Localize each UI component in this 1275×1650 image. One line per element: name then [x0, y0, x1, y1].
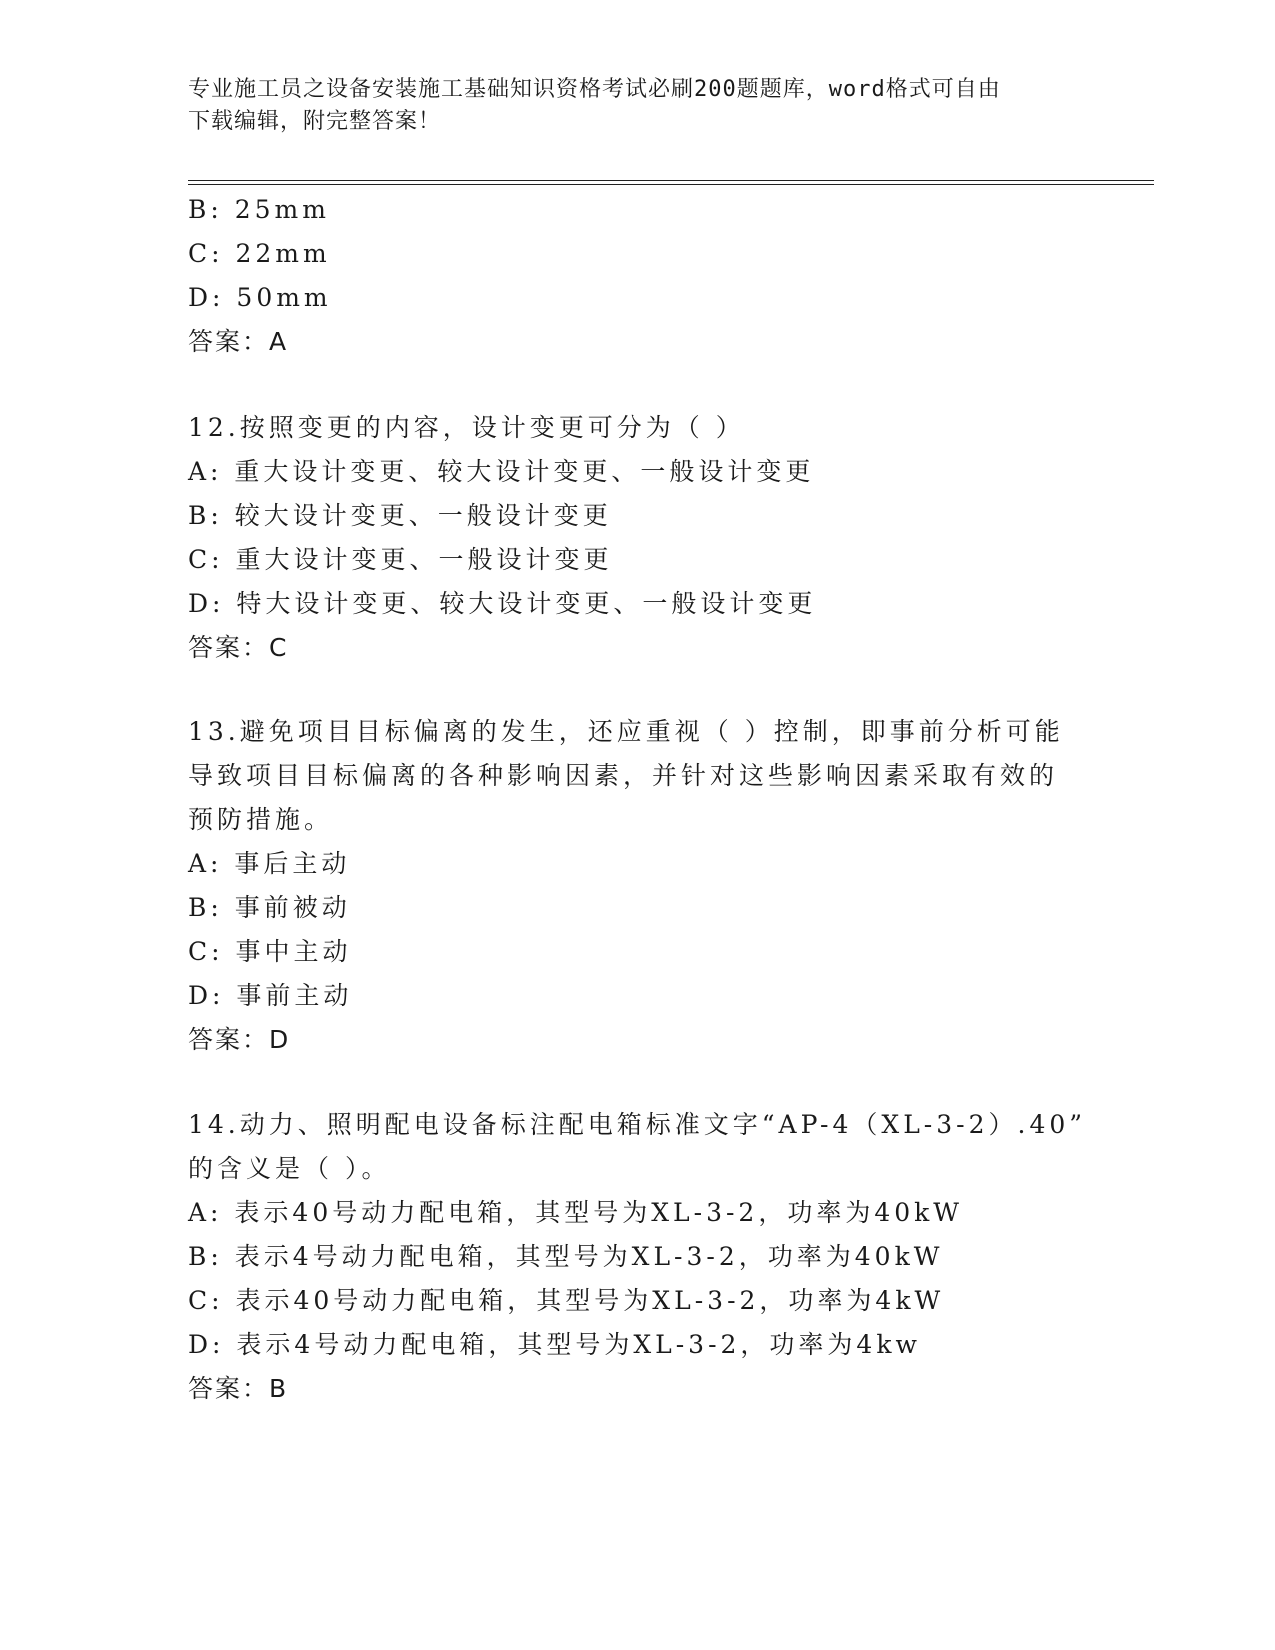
q14-option-b: B: 表示4号动力配电箱，其型号为XL-3-2，功率为40kW — [188, 1242, 944, 1271]
q12-answer: 答案：C — [188, 633, 289, 662]
q12-option-c: C: 重大设计变更、一般设计变更 — [188, 545, 613, 574]
q11-answer: 答案：A — [188, 327, 289, 356]
q13-stem-line-3: 预防措施。 — [188, 805, 334, 834]
q13-stem-line-1: 13.避免项目目标偏离的发生，还应重视（ ）控制，即事前分析可能 — [188, 717, 1064, 746]
q12-option-b: B: 较大设计变更、一般设计变更 — [188, 501, 612, 530]
page-header — [188, 74, 1068, 138]
q14-stem-line-2: 的含义是（ ）。 — [188, 1154, 391, 1183]
q11-option-c: C: 22mm — [188, 239, 331, 268]
q13-answer: 答案：D — [188, 1025, 291, 1054]
q13-stem-line-2: 导致项目目标偏离的各种影响因素，并针对这些影响因素采取有效的 — [188, 761, 1059, 790]
header-divider-top — [188, 180, 1154, 181]
q11-option-d: D: 50mm — [188, 283, 332, 312]
q13-option-d: D: 事前主动 — [188, 981, 353, 1010]
q14-stem-line-1: 14.动力、照明配电设备标注配电箱标准文字“AP-4（XL-3-2）.40” — [188, 1110, 1087, 1139]
header-line-2: 下载编辑，附完整答案！ — [188, 109, 442, 134]
q12-option-d: D: 特大设计变更、较大设计变更、一般设计变更 — [188, 589, 817, 618]
q13-option-a: A: 事后主动 — [188, 849, 351, 878]
q12-option-a: A: 重大设计变更、较大设计变更、一般设计变更 — [188, 457, 815, 486]
header-line-1: 专业施工员之设备安装施工基础知识资格考试必刷200题题库，word格式可自由 — [188, 77, 1001, 102]
q13-option-c: C: 事中主动 — [188, 937, 352, 966]
q14-option-d: D: 表示4号动力配电箱，其型号为XL-3-2，功率为4kw — [188, 1330, 921, 1359]
q14-answer: 答案：B — [188, 1374, 289, 1403]
q11-option-b: B: 25mm — [188, 195, 330, 224]
header-divider-bottom — [188, 184, 1154, 185]
q13-option-b: B: 事前被动 — [188, 893, 351, 922]
q14-option-c: C: 表示40号动力配电箱，其型号为XL-3-2，功率为4kW — [188, 1286, 945, 1315]
q12-stem: 12.按照变更的内容，设计变更可分为（ ） — [188, 413, 745, 442]
q14-option-a: A: 表示40号动力配电箱，其型号为XL-3-2，功率为40kW — [188, 1198, 963, 1227]
